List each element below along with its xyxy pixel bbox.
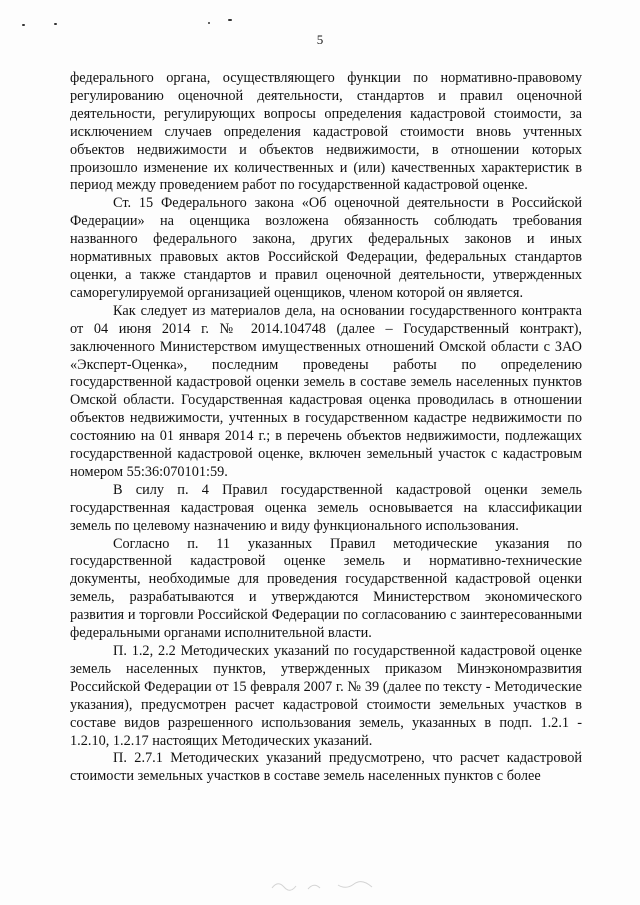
paragraph-1: федерального органа, осуществляющего функции по нормативно-правовому регулированию оценочной деятельности, стандартов и правил оценочной деятельности, регулирующих вопросы определения кадастровой стоимости, за исключением случаев определения кадастровой стоимости вновь учтенных объектов недвижимости и объектов недвижимости, в отношении которых произошло изменение их количественных и (или) качественных характеристик в период между проведением работ по государственной кадастровой оценке. (70, 70, 582, 194)
scan-artifacts (20, 18, 250, 30)
paragraph-5: Согласно п. 11 указанных Правил методические указания по государственной кадастровой оценке земель и нормативно-технические документы, необходимые для проведения государственной кадастровой оценки земель, разрабатываются и утверждаются Министерством экономического развития и торговли Российской Федерации по согласованию с заинтересованными федеральными органами исполнительной власти. (70, 535, 582, 642)
paragraph-6: П. 1.2, 2.2 Методических указаний по государственной кадастровой оценке земель населенных пунктов, утвержденных приказом Минэкономразвития Российской Федерации от 15 февраля 2007 г. № 39 (далее по тексту - Методические указания), предусмотрен расчет кадастровой стоимости земельных участков в составе видов разрешенного использования земель, указанных в подп. 1.2.1 - 1.2.10, 1.2.17 настоящих Методических указаний. (70, 643, 582, 749)
paragraph-3: Как следует из материалов дела, на основании государственного контракта от 04 июня 2014 г. № 2014.104748 (далее – Государственный контракт), заключенного Министерством имущественных отношений Омской области с ЗАО «Эксперт-Оценка», последним проведены работы по определению государственной кадастровой оценки земель в составе земель населенных пунктов Омской области. Государственная кадастровая оценка проводилась в отношении объектов недвижимости, учтенных в государственном кадастре недвижимости по состоянию на 01 января 2014 г.; в перечень объектов недвижимости, подлежащих государственной кадастровой оценке, включен земельный участок с кадастровым номером 55:36:070101:59. (70, 302, 582, 480)
paragraph-2: Ст. 15 Федерального закона «Об оценочной деятельности в Российской Федерации» на оценщика возложена обязанность соблюдать требования названного федерального закона, других федеральных законов и иных нормативных правовых актов Российской Федерации, федеральных стандартов оценки, а также стандартов и правил оценочной деятельности, утвержденных саморегулируемой организацией оценщиков, членом которой он является. (70, 195, 582, 301)
document-body (70, 70, 582, 786)
paragraph-4: В силу п. 4 Правил государственной кадастровой оценки земель государственная кадастровая оценка земель основывается на классификации земель по целевому назначению и виду функционального использования. (70, 481, 582, 534)
paragraph-7: П. 2.7.1 Методических указаний предусмотрено, что расчет кадастровой стоимости земельных участков в составе земель населенных пунктов с более (70, 750, 582, 785)
faint-stamp-mark (268, 876, 388, 894)
page-number: 5 (316, 32, 324, 47)
